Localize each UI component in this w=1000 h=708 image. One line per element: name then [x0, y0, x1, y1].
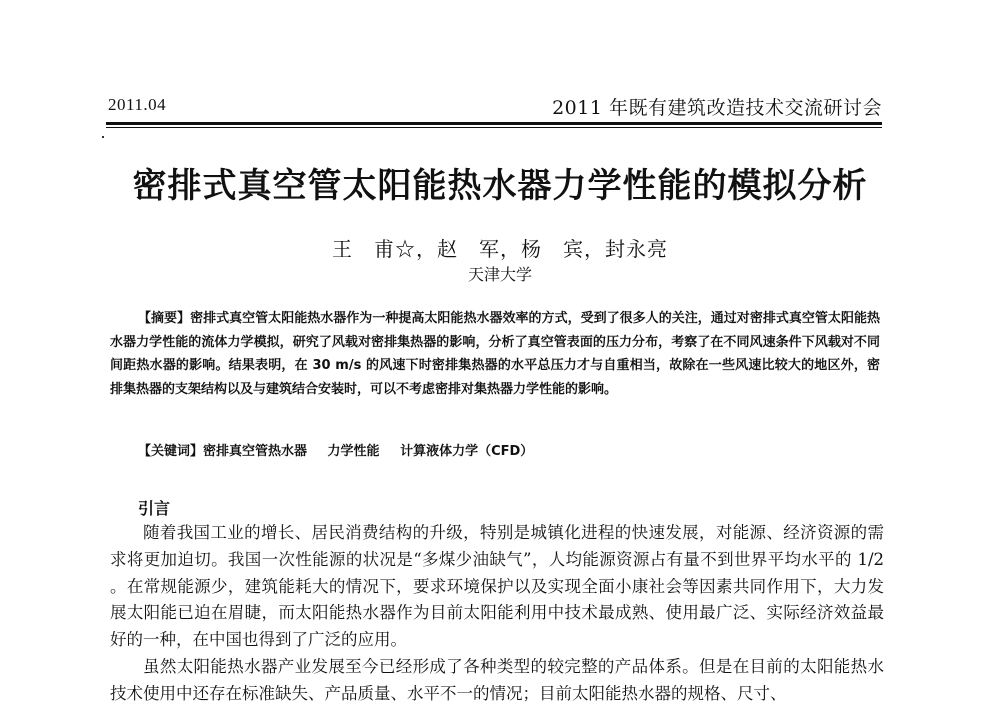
paper-title: 密排式真空管太阳能热水器力学性能的模拟分析 — [132, 166, 868, 206]
header-rule — [106, 122, 882, 125]
section-heading: 引言 — [138, 499, 171, 518]
header-rule-thin — [106, 127, 882, 128]
author-list: 王 甫☆，赵 军，杨 宾，封永亮 — [332, 237, 668, 261]
keywords — [138, 440, 549, 459]
paragraph: 随着我国工业的增长、居民消费结构的升级，特别是城镇化进程的快速发展，对能源、经济资源的需求将更加迫切。我国一次性能源的状况是“多煤少油缺气”，人均能源资源占有量不到世界平均水平的 1/2 。在常规能源少，建筑能耗大的情况下，要求环境保护以及实现全面小康社会等因素共同作用下，大力发展太阳能已迫在眉睫，而太阳能热水器作为目前太阳能利用中技术最成熟、使用最广泛、实际经济效益最好的一种，在中国也得到了广泛的应用。 — [110, 523, 884, 650]
body-text — [110, 520, 884, 708]
paragraph: 虽然太阳能热水器产业发展至今已经形成了各种类型的较完整的产品体系。但是在目前的太阳能热水技术使用中还存在标准缺失、产品质量、水平不一的情况；目前太阳能热水器的规格、尺寸、 — [110, 656, 884, 703]
keywords-label: 【关键词】密排真空管热水器 — [138, 444, 308, 459]
header-date: 2011.04 — [108, 95, 167, 114]
header-conference: 2011 年既有建筑改造技术交流研讨会 — [552, 97, 882, 119]
abstract: 【摘要】密排式真空管太阳能热水器作为一种提高太阳能热水器效率的方式，受到了很多人的关注，通过对密排式真空管太阳能热水器力学性能的流体力学模拟，研究了风载对密排集热器的影响，分析了真空管表面的压力分布，考察了在不同风速条件下风载对不同间距热水器的影响。结果表明，在 30 m/s 的风速下时密排集热器的水平总压力才与自重相当，故除在一些风速比较大的地区外，密排集热器的支架结构以及与建筑结合安装时，可以不考虑密排对集热器力学性能的影响。 — [110, 311, 880, 397]
scan-speck — [102, 136, 104, 138]
affiliation: 天津大学 — [467, 265, 532, 284]
keyword-item: 计算液体力学（CFD） — [400, 444, 534, 459]
keyword-item: 力学性能 — [327, 444, 380, 459]
